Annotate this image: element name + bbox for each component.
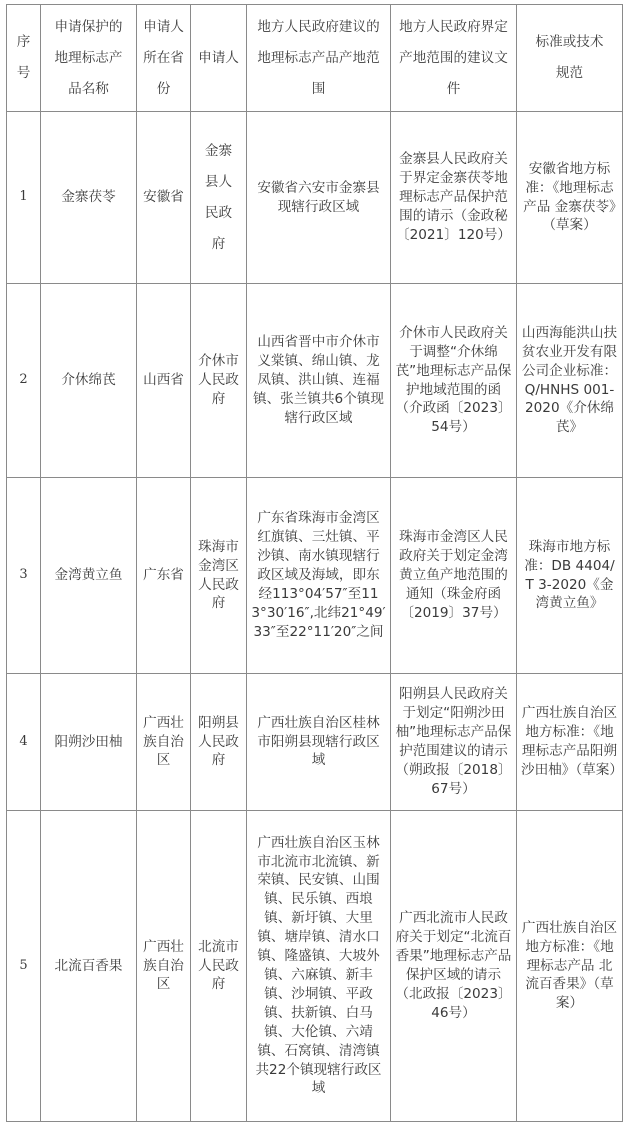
row-standard: 广西壮族自治区地方标准：《地理标志产品 北流百香果》（草案） bbox=[517, 811, 623, 1122]
row-seq: 1 bbox=[7, 112, 41, 284]
table-container bbox=[6, 4, 623, 1122]
row-seq: 3 bbox=[7, 478, 41, 674]
row-region: 广东省珠海市金湾区红旗镇、三灶镇、平沙镇、南水镇现辖行政区域及海域，即东经113°04′57″至113°30′16″,北纬21°49′33″至22°11′20″之间 bbox=[247, 478, 391, 674]
header-region: 地方人民政府建议的地理标志产品产地范围 bbox=[247, 5, 391, 112]
row-applicant: 阳朔县人民政府 bbox=[191, 674, 247, 811]
row-province: 安徽省 bbox=[137, 112, 191, 284]
row-applicant: 珠海市金湾区人民政府 bbox=[191, 478, 247, 674]
table-row bbox=[7, 284, 623, 478]
row-standard: 安徽省地方标准：《地理标志产品 金寨茯苓》（草案） bbox=[517, 112, 623, 284]
table-row bbox=[7, 112, 623, 284]
header-doc: 地方人民政府界定产地范围的建议文件 bbox=[391, 5, 517, 112]
row-standard: 广西壮族自治区地方标准：《地理标志产品阳朔沙田柚》（草案） bbox=[517, 674, 623, 811]
row-region: 山西省晋中市介休市义棠镇、绵山镇、龙凤镇、洪山镇、连福镇、张兰镇共6个镇现辖行政区域 bbox=[247, 284, 391, 478]
row-product: 金寨茯苓 bbox=[41, 112, 137, 284]
row-doc: 介休市人民政府关于调整“介休绵芪”地理标志产品保护地域范围的函（介政函〔2023〕54号） bbox=[391, 284, 517, 478]
row-seq: 4 bbox=[7, 674, 41, 811]
header-row bbox=[7, 5, 623, 112]
row-province: 山西省 bbox=[137, 284, 191, 478]
table-row bbox=[7, 478, 623, 674]
header-seq: 序号 bbox=[7, 5, 41, 112]
row-seq: 2 bbox=[7, 284, 41, 478]
row-seq: 5 bbox=[7, 811, 41, 1122]
row-product: 介休绵芪 bbox=[41, 284, 137, 478]
header-applicant: 申请人 bbox=[191, 5, 247, 112]
row-region: 广西壮族自治区玉林市北流市北流镇、新荣镇、民安镇、山围镇、民乐镇、西埌镇、新圩镇、大里镇、塘岸镇、清水口镇、隆盛镇、大坡外镇、六麻镇、新丰镇、沙垌镇、平政镇、扶新镇、白马镇、大伦镇、六靖镇、石窝镇、清湾镇共22个镇现辖行政区域 bbox=[247, 811, 391, 1122]
row-region: 安徽省六安市金寨县现辖行政区域 bbox=[247, 112, 391, 284]
row-product: 金湾黄立鱼 bbox=[41, 478, 137, 674]
row-province: 广东省 bbox=[137, 478, 191, 674]
header-standard: 标准或技术规范 bbox=[517, 5, 623, 112]
row-doc: 广西北流市人民政府关于划定“北流百香果”地理标志产品保护区域的请示（北政报〔2023〕46号） bbox=[391, 811, 517, 1122]
row-region: 广西壮族自治区桂林市阳朔县现辖行政区域 bbox=[247, 674, 391, 811]
row-standard: 山西海能洪山扶贫农业开发有限公司企业标准：Q/HNHS 001-2020《介休绵芪》 bbox=[517, 284, 623, 478]
row-applicant: 介休市人民政府 bbox=[191, 284, 247, 478]
table-row bbox=[7, 811, 623, 1122]
table-row bbox=[7, 674, 623, 811]
row-doc: 珠海市金湾区人民政府关于划定金湾黄立鱼产地范围的通知（珠金府函〔2019〕37号） bbox=[391, 478, 517, 674]
row-doc: 阳朔县人民政府关于划定“阳朔沙田柚”地理标志产品保护范围建议的请示（朔政报〔2018〕67号） bbox=[391, 674, 517, 811]
header-product: 申请保护的地理标志产品名称 bbox=[41, 5, 137, 112]
row-province: 广西壮族自治区 bbox=[137, 811, 191, 1122]
row-product: 阳朔沙田柚 bbox=[41, 674, 137, 811]
row-doc: 金寨县人民政府关于界定金寨茯苓地理标志产品保护范围的请示（金政秘〔2021〕120号） bbox=[391, 112, 517, 284]
row-applicant: 金寨县人民政府 bbox=[191, 112, 247, 284]
row-applicant: 北流市人民政府 bbox=[191, 811, 247, 1122]
geographical-indication-table bbox=[6, 4, 623, 1122]
row-product: 北流百香果 bbox=[41, 811, 137, 1122]
header-province: 申请人所在省份 bbox=[137, 5, 191, 112]
row-province: 广西壮族自治区 bbox=[137, 674, 191, 811]
row-standard: 珠海市地方标准：DB 4404/T 3-2020《金湾黄立鱼》 bbox=[517, 478, 623, 674]
